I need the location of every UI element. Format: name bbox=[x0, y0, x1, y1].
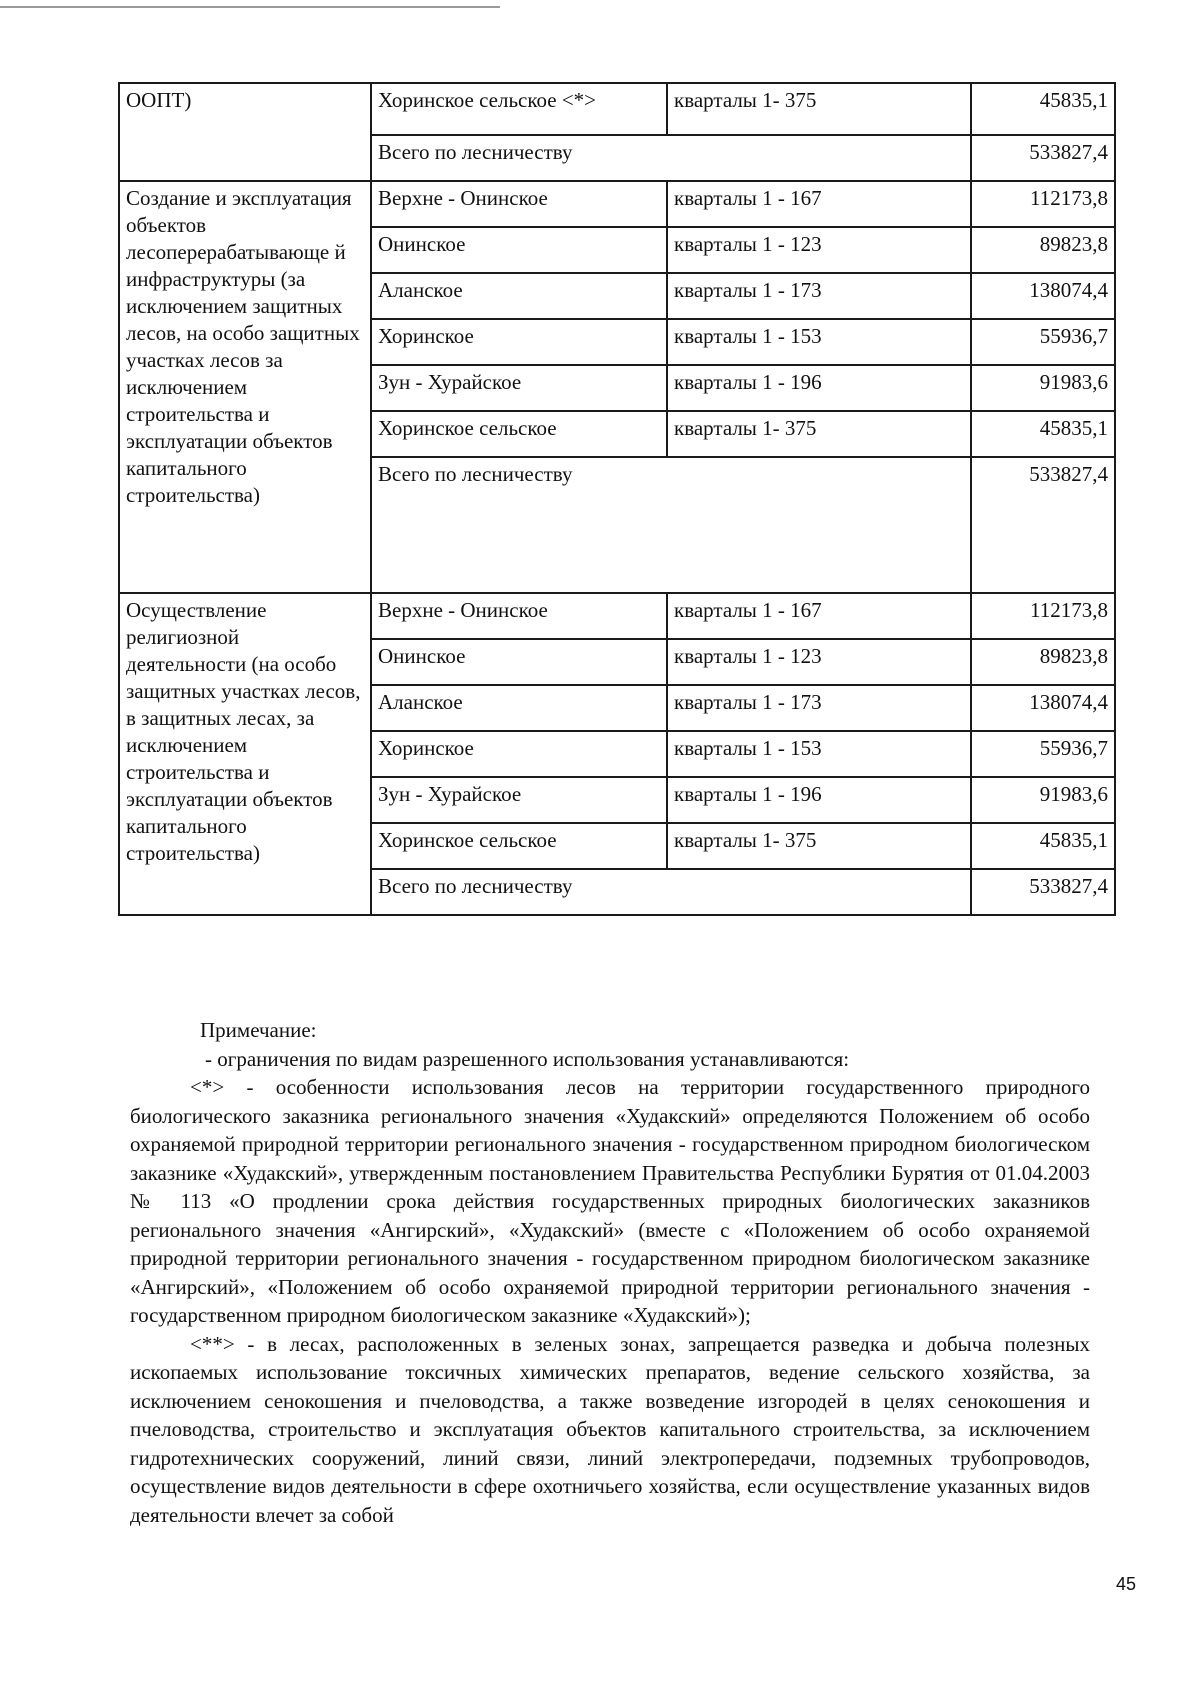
category-cell: Осуществление религиозной деятельности (на особо защитных участках лесов, в защитных лесах, за исключением строительства и эксплуатации объектов капитального строительства) bbox=[119, 593, 371, 915]
note-two-asterisks: <**> - в лесах, расположенных в зеленых зонах, запрещается разведка и добыча полезных ископаемых использование токсичных химических препаратов, ведение сельского хозяйства, за исключением сенокошения и пчеловодства, а также возведение изгородей в целях сенокошения и пчеловодства, строительство и эксплуатация объектов капитального строительства, за исключением гидротехнических сооружений, линий связи, линий электропередачи, подземных трубопроводов, осуществление видов деятельности в сфере охотничьего хозяйства, если осуществление указанных видов деятельности влечет за собой bbox=[130, 1331, 1090, 1527]
district-cell: Аланское bbox=[371, 685, 667, 731]
quarters-cell: кварталы 1 - 153 bbox=[667, 731, 971, 777]
total-label-cell: Всего по лесничеству bbox=[371, 869, 971, 915]
district-cell: Онинское bbox=[371, 639, 667, 685]
total-value-cell: 533827,4 bbox=[971, 457, 1115, 593]
notes-section bbox=[130, 1016, 1090, 1529]
district-cell: Верхне - Онинское bbox=[371, 593, 667, 639]
table-row bbox=[119, 593, 1115, 639]
quarters-cell: кварталы 1 - 196 bbox=[667, 365, 971, 411]
note-one-asterisk: <*> - особенности использования лесов на территории государственного природного биологического заказника регионального значения «Худакский» определяются Положением об особо охраняемой природной территории регионального значения - государственном природном биологическом заказнике «Худакский», утвержденным постановлением Правительства Республики Бурятия от 01.04.2003 № 113 «О продлении срока действия государственных природных биологических заказников регионального значения «Ангирский», «Худакский» (вместе с «Положением об особо охраняемой природной территории регионального значения - государственном природном биологическом заказнике «Ангирский», «Положением об особо охраняемой природной территории регионального значения - государственном природном биологическом заказнике «Худакский»); bbox=[130, 1075, 1090, 1327]
top-edge-line bbox=[0, 6, 500, 8]
district-cell: Зун - Хурайское bbox=[371, 365, 667, 411]
district-cell: Хоринское сельское <*> bbox=[371, 83, 667, 135]
category-cell: ООПТ) bbox=[119, 83, 371, 181]
area-cell: 55936,7 bbox=[971, 319, 1115, 365]
quarters-cell: кварталы 1 - 173 bbox=[667, 685, 971, 731]
area-cell: 112173,8 bbox=[971, 181, 1115, 227]
area-cell: 55936,7 bbox=[971, 731, 1115, 777]
total-label-cell: Всего по лесничеству bbox=[371, 457, 971, 593]
district-cell: Верхне - Онинское bbox=[371, 181, 667, 227]
quarters-cell: кварталы 1 - 167 bbox=[667, 181, 971, 227]
quarters-cell: кварталы 1 - 123 bbox=[667, 227, 971, 273]
page-number: 45 bbox=[1115, 1574, 1136, 1594]
quarters-cell: кварталы 1- 375 bbox=[667, 411, 971, 457]
area-cell: 112173,8 bbox=[971, 593, 1115, 639]
district-cell: Хоринское сельское bbox=[371, 823, 667, 869]
quarters-cell: кварталы 1 - 123 bbox=[667, 639, 971, 685]
area-cell: 89823,8 bbox=[971, 639, 1115, 685]
area-cell: 138074,4 bbox=[971, 685, 1115, 731]
total-value-cell: 533827,4 bbox=[971, 135, 1115, 181]
quarters-cell: кварталы 1 - 153 bbox=[667, 319, 971, 365]
area-cell: 45835,1 bbox=[971, 823, 1115, 869]
quarters-cell: кварталы 1- 375 bbox=[667, 83, 971, 135]
forestry-table bbox=[118, 82, 1116, 916]
district-cell: Аланское bbox=[371, 273, 667, 319]
district-cell: Хоринское bbox=[371, 731, 667, 777]
area-cell: 45835,1 bbox=[971, 83, 1115, 135]
total-label-cell: Всего по лесничеству bbox=[371, 135, 971, 181]
district-cell: Хоринское сельское bbox=[371, 411, 667, 457]
notes-intro: - ограничения по видам разрешенного использования устанавливаются: bbox=[205, 1046, 850, 1071]
district-cell: Хоринское bbox=[371, 319, 667, 365]
area-cell: 89823,8 bbox=[971, 227, 1115, 273]
notes-heading: Примечание: bbox=[200, 1018, 317, 1042]
area-cell: 138074,4 bbox=[971, 273, 1115, 319]
area-cell: 91983,6 bbox=[971, 777, 1115, 823]
category-cell: Создание и эксплуатация объектов лесоперерабатывающе й инфраструктуры (за исключением защитных лесов, на особо защитных участках лесов за исключением строительства и эксплуатации объектов капитального строительства) bbox=[119, 181, 371, 593]
table-row bbox=[119, 181, 1115, 227]
quarters-cell: кварталы 1 - 196 bbox=[667, 777, 971, 823]
district-cell: Зун - Хурайское bbox=[371, 777, 667, 823]
quarters-cell: кварталы 1 - 173 bbox=[667, 273, 971, 319]
district-cell: Онинское bbox=[371, 227, 667, 273]
area-cell: 91983,6 bbox=[971, 365, 1115, 411]
table-row bbox=[119, 83, 1115, 135]
area-cell: 45835,1 bbox=[971, 411, 1115, 457]
total-value-cell: 533827,4 bbox=[971, 869, 1115, 915]
quarters-cell: кварталы 1 - 167 bbox=[667, 593, 971, 639]
quarters-cell: кварталы 1- 375 bbox=[667, 823, 971, 869]
